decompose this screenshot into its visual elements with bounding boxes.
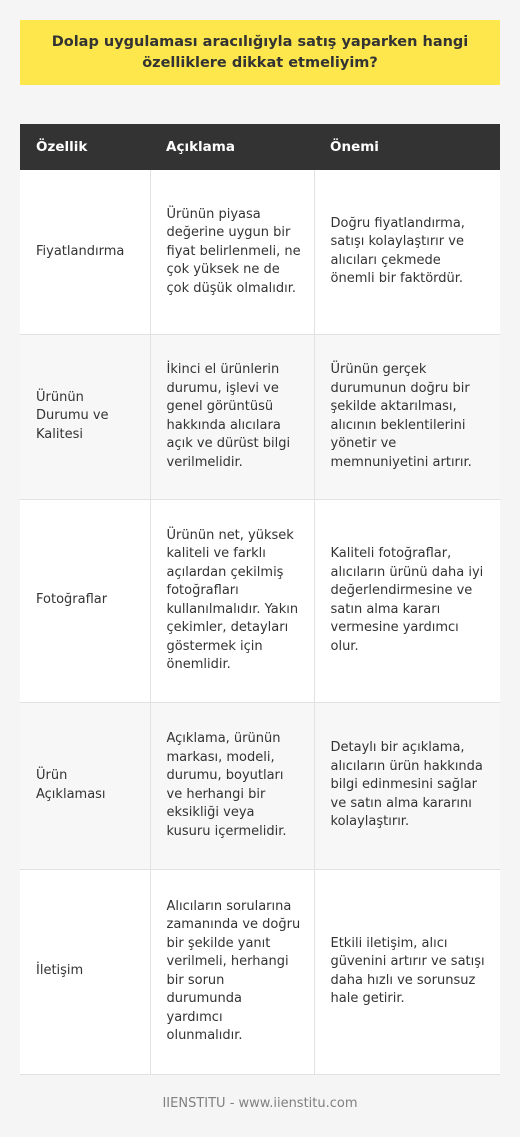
- cell-feature: İletişim: [20, 869, 150, 1074]
- header-importance: Önemi: [314, 124, 500, 170]
- cell-description: Alıcıların sorularına zamanında ve doğru bir şekilde yanıt verilmeli, herhangi bir sorun durumunda yardımcı olunmalıdır.: [150, 869, 314, 1074]
- header-description: Açıklama: [150, 124, 314, 170]
- cell-description: Ürünün net, yüksek kaliteli ve farklı açılardan çekilmiş fotoğrafları kullanılmalıdır. Yakın çekimler, detayları göstermek için önemlidir.: [150, 499, 314, 702]
- cell-feature: Ürünün Durumu ve Kalitesi: [20, 334, 150, 499]
- table-row: [20, 170, 500, 334]
- page-title: Dolap uygulaması aracılığıyla satış yaparken hangi özelliklere dikkat etmeliyim?: [51, 33, 469, 71]
- cell-feature: Fiyatlandırma: [20, 170, 150, 334]
- table-row: [20, 334, 500, 499]
- footer-credit: IIENSTITU - www.iienstitu.com: [162, 1096, 358, 1111]
- table-body: [20, 170, 500, 1074]
- title-banner: [20, 20, 500, 85]
- table-header: [20, 124, 500, 170]
- cell-importance: Detaylı bir açıklama, alıcıların ürün hakkında bilgi edinmesini sağlar ve satın alma kararını kolaylaştırır.: [314, 702, 500, 869]
- cell-description: Ürünün piyasa değerine uygun bir fiyat belirlenmeli, ne çok yüksek ne de çok düşük olmalıdır.: [150, 170, 314, 334]
- cell-importance: Etkili iletişim, alıcı güvenini artırır ve satışı daha hızlı ve sorunsuz hale getirir.: [314, 869, 500, 1074]
- table-row: [20, 499, 500, 702]
- table-header-row: [20, 124, 500, 170]
- cell-feature: Ürün Açıklaması: [20, 702, 150, 869]
- cell-importance: Kaliteli fotoğraflar, alıcıların ürünü daha iyi değerlendirmesine ve satın alma kararı vermesine yardımcı olur.: [314, 499, 500, 702]
- table-row: [20, 702, 500, 869]
- cell-description: İkinci el ürünlerin durumu, işlevi ve genel görüntüsü hakkında alıcılara açık ve dürüst bilgi verilmelidir.: [150, 334, 314, 499]
- features-table: [20, 124, 500, 1075]
- cell-feature: Fotoğraflar: [20, 499, 150, 702]
- cell-importance: Doğru fiyatlandırma, satışı kolaylaştırır ve alıcıları çekmede önemli bir faktördür.: [314, 170, 500, 334]
- table-row: [20, 869, 500, 1074]
- header-feature: Özellik: [20, 124, 150, 170]
- cell-importance: Ürünün gerçek durumunun doğru bir şekilde aktarılması, alıcının beklentilerini yönetir ve memnuniyetini artırır.: [314, 334, 500, 499]
- cell-description: Açıklama, ürünün markası, modeli, durumu, boyutları ve herhangi bir eksikliği veya kusuru içermelidir.: [150, 702, 314, 869]
